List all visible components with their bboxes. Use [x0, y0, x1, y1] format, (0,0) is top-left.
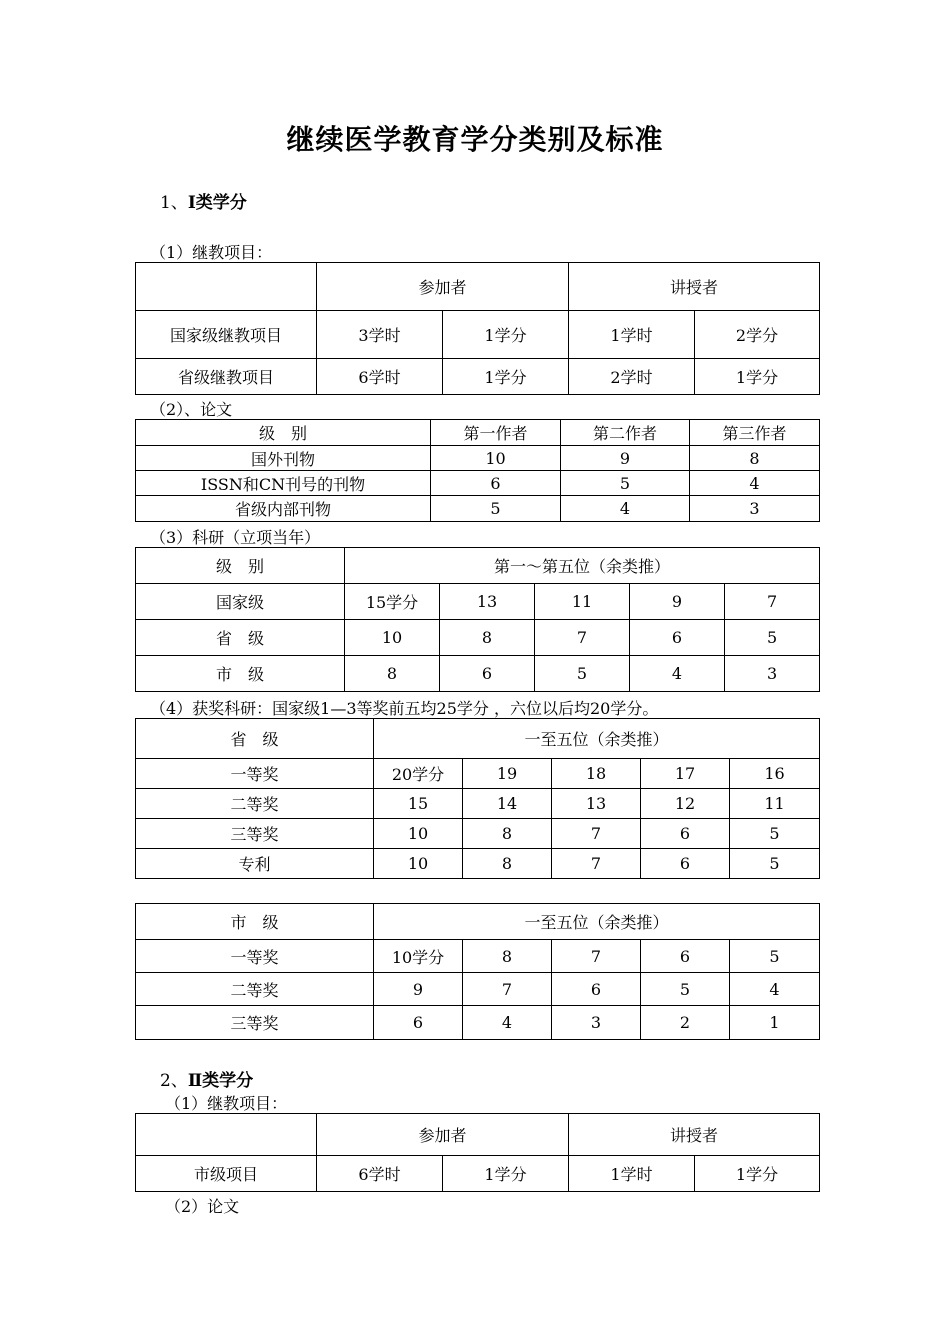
- table6-label: （1）继教项目：: [165, 1094, 288, 1113]
- table-cell: 6: [440, 656, 535, 692]
- table-header-cell: 第一作者: [431, 420, 561, 446]
- table-city-awards: [135, 903, 820, 1040]
- table-cell: 15: [374, 789, 463, 819]
- table1-label: （1）继教项目：: [150, 243, 273, 262]
- table-row: [136, 446, 820, 471]
- table-research: [135, 547, 820, 692]
- table-cell: 1学分: [443, 359, 569, 395]
- table-header-cell: 第一～第五位（余类推）: [345, 548, 820, 584]
- table-cell: 市级项目: [136, 1156, 317, 1192]
- table-header-cell: 一至五位（余类推）: [374, 719, 820, 759]
- table-header-cell: 讲授者: [569, 263, 820, 311]
- table-cell: 6: [641, 940, 730, 973]
- section-1-title: Ⅰ类学分: [187, 193, 247, 213]
- table-cell: 7: [535, 620, 630, 656]
- table-row: [136, 849, 820, 879]
- table-cell: 国家级: [136, 584, 345, 620]
- table-cell: 10学分: [374, 940, 463, 973]
- table-row: [136, 311, 820, 359]
- table-cell: 10: [345, 620, 440, 656]
- table-cell: 6学时: [317, 1156, 443, 1192]
- table-cell: 4: [730, 973, 820, 1006]
- table-row: [136, 584, 820, 620]
- table-cell: 7: [725, 584, 820, 620]
- table-cell: 专利: [136, 849, 374, 879]
- table-row: [136, 496, 820, 522]
- table-row: [136, 759, 820, 789]
- table-cell: 三等奖: [136, 1006, 374, 1040]
- table-cell: 8: [345, 656, 440, 692]
- table-cell: 市 级: [136, 656, 345, 692]
- table-cell: 3: [552, 1006, 641, 1040]
- table-cell: 1学分: [443, 311, 569, 359]
- table-cell: 2学分: [695, 311, 820, 359]
- table-cell: 5: [431, 496, 561, 522]
- table-cell: 8: [463, 849, 552, 879]
- table-row: [136, 656, 820, 692]
- table-cell: 8: [440, 620, 535, 656]
- table-cell: 10: [374, 849, 463, 879]
- table-cell: 6: [552, 973, 641, 1006]
- table-cell: 3学时: [317, 311, 443, 359]
- table-cell: 13: [440, 584, 535, 620]
- table-cell: 7: [552, 819, 641, 849]
- table-cell: 国家级继教项目: [136, 311, 317, 359]
- table-cell: 14: [463, 789, 552, 819]
- table-cell: 1学分: [695, 359, 820, 395]
- table-city-projects: [135, 1113, 820, 1192]
- table-row: [136, 973, 820, 1006]
- table-cell: 9: [561, 446, 690, 471]
- table-cell: 5: [730, 940, 820, 973]
- table-cell: 16: [730, 759, 820, 789]
- table-cell: 省级继教项目: [136, 359, 317, 395]
- table-cell: 11: [730, 789, 820, 819]
- table-cell: 省 级: [136, 620, 345, 656]
- table2-label: （2）、论文: [150, 400, 233, 419]
- table-cell: 5: [730, 819, 820, 849]
- table-cell: 19: [463, 759, 552, 789]
- table-row: [136, 359, 820, 395]
- table-cell: 4: [630, 656, 725, 692]
- table-cell: 4: [561, 496, 690, 522]
- table-row: [136, 940, 820, 973]
- table-cell: 5: [641, 973, 730, 1006]
- table-cell: 7: [552, 940, 641, 973]
- table-cell: 国外刊物: [136, 446, 431, 471]
- table-cell: 6学时: [317, 359, 443, 395]
- table-cell: 2学时: [569, 359, 695, 395]
- table-cell: 7: [463, 973, 552, 1006]
- table-cell: 4: [463, 1006, 552, 1040]
- section-2-heading: [160, 1066, 253, 1091]
- table-cell: 7: [552, 849, 641, 879]
- table-cell: 省级内部刊物: [136, 496, 431, 522]
- table-cell: 2: [641, 1006, 730, 1040]
- table-cell: 11: [535, 584, 630, 620]
- table-cell: 一等奖: [136, 940, 374, 973]
- table-header-cell: 省 级: [136, 719, 374, 759]
- table-cell: 8: [463, 940, 552, 973]
- table-cell: 5: [730, 849, 820, 879]
- table-header-cell: 第二作者: [561, 420, 690, 446]
- table-row: [136, 789, 820, 819]
- table-cell: 4: [690, 471, 820, 496]
- section-2-title: Ⅱ类学分: [187, 1071, 254, 1091]
- table-cell: 1: [730, 1006, 820, 1040]
- table-cell: 一等奖: [136, 759, 374, 789]
- table-cell: 3: [725, 656, 820, 692]
- table-cell: 18: [552, 759, 641, 789]
- table-papers: [135, 419, 820, 522]
- table-cell: 9: [630, 584, 725, 620]
- section-1-heading: [160, 188, 247, 213]
- table-row: [136, 471, 820, 496]
- table-cell: 8: [690, 446, 820, 471]
- table-cell: 9: [374, 973, 463, 1006]
- table-cell: 20学分: [374, 759, 463, 789]
- table-header-cell: 参加者: [317, 263, 569, 311]
- table-cell: 10: [431, 446, 561, 471]
- table4-label: （4）获奖科研：国家级1—3等奖前五均25学分 ，六位以后均20学分。: [150, 699, 659, 718]
- table-row: [136, 620, 820, 656]
- table-header-cell: 讲授者: [569, 1114, 820, 1156]
- table-row: [136, 819, 820, 849]
- table-header-cell: [136, 1114, 317, 1156]
- table-cell: 6: [431, 471, 561, 496]
- section2-papers-label: （2）论文: [165, 1197, 240, 1216]
- table-cell: 二等奖: [136, 789, 374, 819]
- table-cell: 3: [690, 496, 820, 522]
- table-header-cell: [136, 263, 317, 311]
- table-header-cell: 第三作者: [690, 420, 820, 446]
- section-2-number: 2、: [160, 1071, 188, 1091]
- table-row: [136, 1006, 820, 1040]
- document-title: 继续医学教育学分类别及标准: [286, 123, 664, 156]
- table-cell: 13: [552, 789, 641, 819]
- table-cell: 二等奖: [136, 973, 374, 1006]
- table-cell: 12: [641, 789, 730, 819]
- table-cell: 5: [725, 620, 820, 656]
- table-cell: 17: [641, 759, 730, 789]
- table-cell: 6: [630, 620, 725, 656]
- table-cell: 5: [535, 656, 630, 692]
- table-cell: 1学分: [695, 1156, 820, 1192]
- table-cell: 15学分: [345, 584, 440, 620]
- table-header-cell: 级 别: [136, 548, 345, 584]
- table-row: [136, 1156, 820, 1192]
- table-header-cell: 级 别: [136, 420, 431, 446]
- table-continuing-education-projects: [135, 262, 820, 395]
- table-cell: 5: [561, 471, 690, 496]
- table-header-cell: 参加者: [317, 1114, 569, 1156]
- table3-label: （3）科研（立项当年）: [150, 528, 321, 547]
- table-cell: 三等奖: [136, 819, 374, 849]
- table-cell: 6: [641, 849, 730, 879]
- table-cell: 10: [374, 819, 463, 849]
- table-cell: 6: [641, 819, 730, 849]
- table-cell: 1学时: [569, 1156, 695, 1192]
- table-provincial-awards: [135, 718, 820, 879]
- section-1-number: 1、: [160, 193, 188, 213]
- table-cell: 1学时: [569, 311, 695, 359]
- table-cell: 1学分: [443, 1156, 569, 1192]
- table-cell: 6: [374, 1006, 463, 1040]
- table-cell: ISSN和CN刊号的刊物: [136, 471, 431, 496]
- table-cell: 8: [463, 819, 552, 849]
- table-header-cell: 市 级: [136, 904, 374, 940]
- table-header-cell: 一至五位（余类推）: [374, 904, 820, 940]
